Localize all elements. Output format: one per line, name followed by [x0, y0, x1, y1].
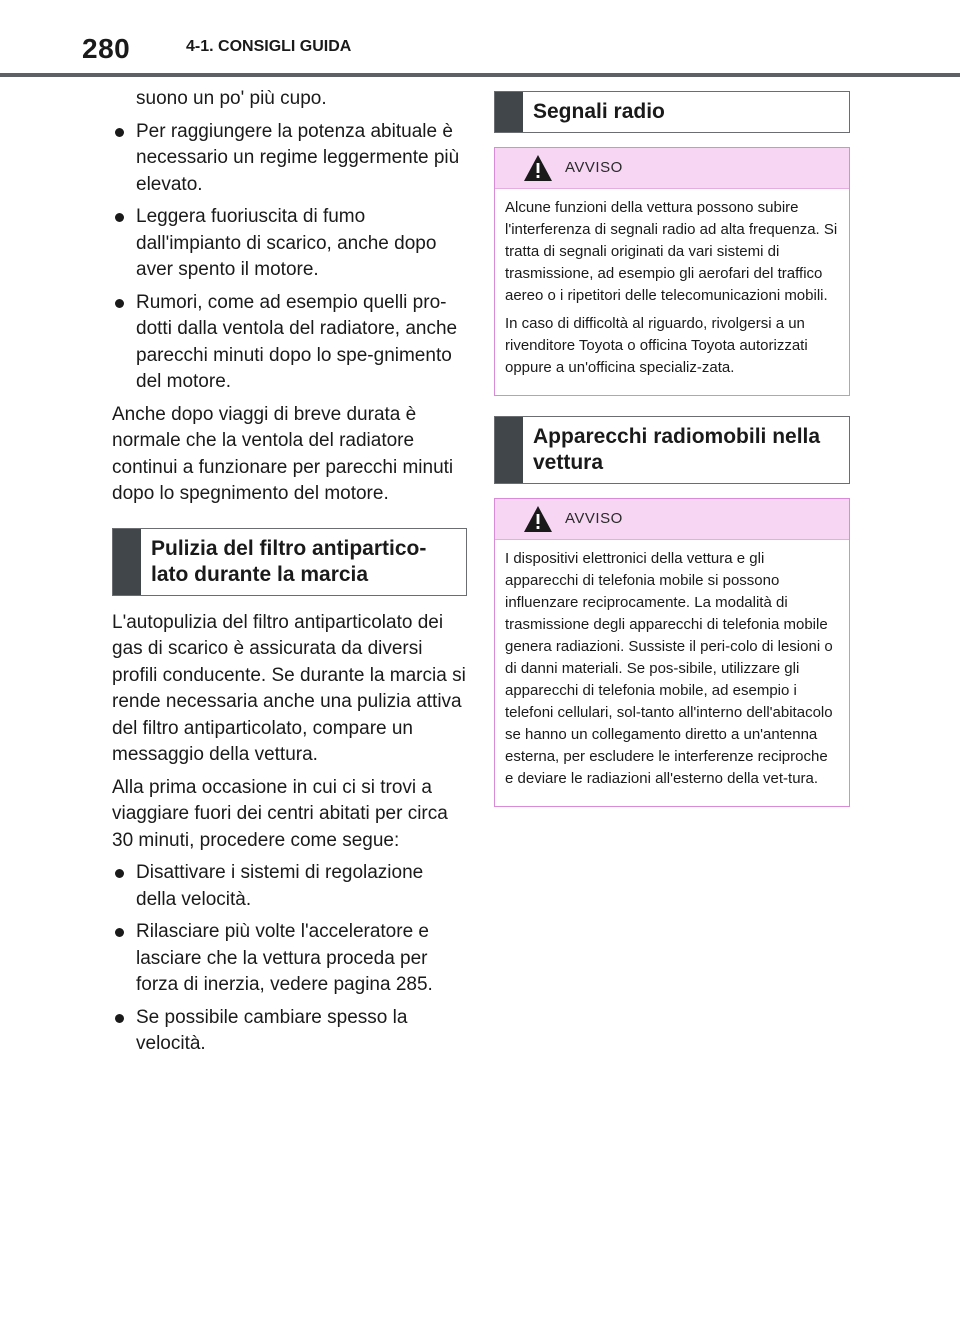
warning-body: [495, 540, 849, 806]
paragraph: Anche dopo viaggi di breve durata è normale che la ventola del radiatore continui a funzionare per parecchi minuti dopo lo spegnimento del motore.: [112, 403, 454, 504]
heading-bar: [495, 417, 523, 483]
bullet-list-a: [112, 119, 467, 396]
paragraph: In caso di difficoltà al riguardo, rivolgersi a un rivenditore Toyota o officina Toyota autorizzati oppure a un'officina specializ-zata.: [505, 315, 808, 376]
section-heading-mobile: [494, 416, 850, 484]
list-item: Per raggiungere la potenza abituale è necessario un regime leggermente più elevato.: [112, 119, 467, 199]
heading-text: Segnali radio: [533, 100, 665, 123]
paragraph: Alla prima occasione in cui ci si trovi a viaggiare fuori dei centri abitati per circa 30 minuti, procedere come segue:: [112, 776, 448, 851]
list-item: Se possibile cambiare spesso la velocità.: [112, 1005, 467, 1058]
list-item: Rumori, come ad esempio quelli pro-dotti dalla ventola del radiatore, anche parecchi minuti dopo lo spe-gnimento del motore.: [112, 290, 467, 396]
warning-header: [495, 148, 849, 189]
page-number: 280: [82, 33, 131, 64]
left-column: [112, 86, 467, 1064]
page-header: [0, 0, 960, 78]
paragraph: Alcune funzioni della vettura possono subire l'interferenza di segnali radio ad alta frequenza. Si tratta di segnali originati da vari sistemi di trasmissione, ad esempio gli aerofari del traffico aereo o i ripetitori delle telecomunicazioni mobili.: [505, 199, 838, 304]
heading-text: Pulizia del filtro antipartico-lato durante la marcia: [151, 536, 427, 586]
warning-label: AVVISO: [565, 510, 623, 527]
section-title: 4-1. CONSIGLI GUIDA: [186, 38, 352, 55]
warning-body: [495, 189, 849, 395]
warning-triangle-icon: [523, 154, 553, 182]
paragraph: I dispositivi elettronici della vettura e gli apparecchi di telefonia mobile si possono influenzare reciprocamente. La modalità di trasmissione degli apparecchi di telefonia mobile genera radiazioni. Sussiste il peri-colo di lesioni o di danni materiali. Se pos-sibile, utilizzare gli apparecchi di telefonia mobile, ad esempio i telefoni cellulari, sol-tanto all'interno dell'abitacolo se hanno un collegamento diretto a un'antenna esterna, per escludere le interferenze reciproche e deviare le radiazioni all'esterno della vet-tura.: [505, 550, 833, 787]
list-item: Leggera fuoriuscita di fumo dall'impianto di scarico, anche dopo aver spento il motore.: [112, 204, 467, 284]
warning-header: [495, 499, 849, 540]
paragraph: L'autopulizia del filtro antiparticolato dei gas di scarico è assicurata da diversi profili conducente. Se durante la marcia si rende necessaria anche una pulizia attiva del filtro antiparticolato, compare un messaggio della vettura.: [112, 611, 466, 765]
heading-bar: [113, 529, 141, 595]
continued-text: suono un po' più cupo.: [136, 88, 327, 109]
warning-label: AVVISO: [565, 159, 623, 176]
header-divider: [0, 73, 960, 77]
warning-triangle-icon: [523, 505, 553, 533]
warning-box-radio: [494, 147, 850, 396]
heading-text: Apparecchi radiomobili nella vettura: [533, 425, 821, 474]
section-heading-dpf: [112, 528, 467, 596]
section-heading-radio: [494, 91, 850, 133]
heading-bar: [495, 92, 523, 132]
warning-box-mobile: [494, 498, 850, 807]
bullet-list-b: [112, 860, 467, 1058]
list-item: Disattivare i sistemi di regolazione della velocità.: [112, 860, 467, 913]
right-column: [494, 91, 850, 807]
list-item: Rilasciare più volte l'acceleratore e lasciare che la vettura proceda per forza di inerzia, vedere pagina 285.: [112, 919, 467, 999]
